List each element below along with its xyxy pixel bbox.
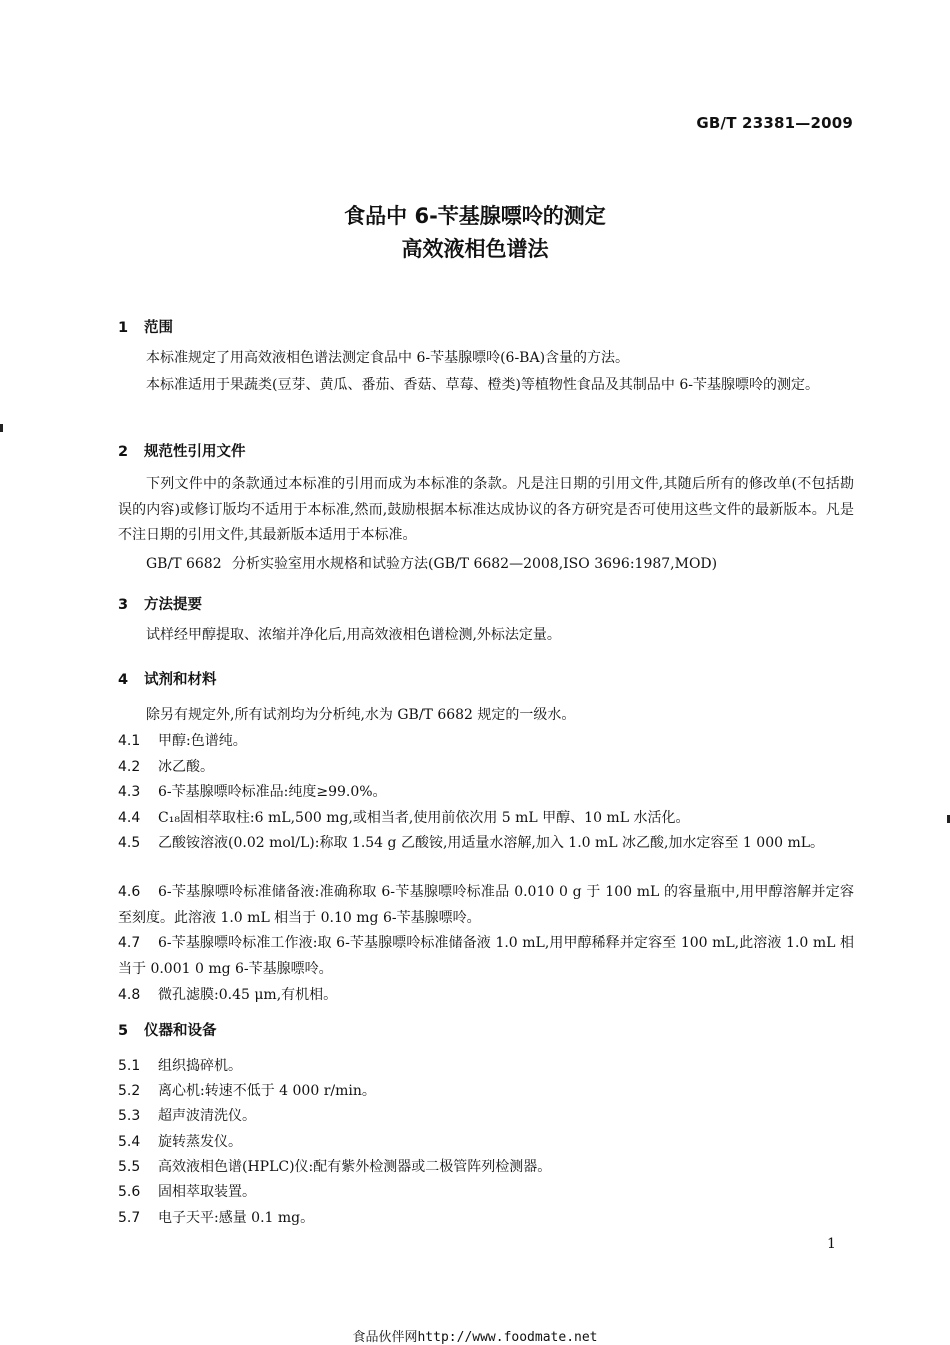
clause-number: 4.5 [118,835,141,851]
clause-4-4 [118,806,854,832]
clause-5-5 [118,1155,854,1181]
clause-number: 4.2 [118,759,141,775]
section-number: 5 [118,1023,129,1039]
paragraph: 本标准规定了用高效液相色谱法测定食品中 6-苄基腺嘌呤(6-BA)含量的方法。 [146,350,630,366]
clause-text: 超声波清洗仪。 [158,1108,256,1124]
clause-number: 5.2 [118,1083,141,1099]
clause-text: 6-苄基腺嘌呤标准工作液:取 6-苄基腺嘌呤标准储备液 1.0 mL,用甲醇稀释并定容至 100 mL,此溶液 1.0 mL 相当于 0.001 0 mg 6-苄基腺嘌呤。 [118,935,854,977]
clause-4-6 [118,880,854,931]
page-number: 1 [827,1236,836,1252]
clause-4-1 [118,729,854,755]
clause-text: 冰乙酸。 [158,759,214,775]
section-number: 1 [118,320,129,336]
section-title: 方法提要 [144,597,202,613]
section-number: 2 [118,444,129,460]
clause-text: 高效液相色谱(HPLC)仪:配有紫外检测器或二极管阵列检测器。 [158,1159,552,1175]
paragraph: 除另有规定外,所有试剂均为分析纯,水为 GB/T 6682 规定的一级水。 [146,707,576,723]
clause-number: 5.5 [118,1159,141,1175]
clause-number: 4.1 [118,733,141,749]
clause-number: 5.7 [118,1210,141,1226]
clause-number: 5.1 [118,1058,141,1074]
scan-margin-mark [0,424,3,432]
paragraph: 本标准适用于果蔬类(豆芽、黄瓜、番茄、香菇、草莓、橙类)等植物性食品及其制品中 6-苄基腺嘌呤的测定。 [146,377,820,393]
section-heading-4 [118,668,217,689]
clause-text: 甲醇:色谱纯。 [158,733,247,749]
clause-4-8 [118,983,854,1009]
clause-number: 4.7 [118,935,141,951]
clause-number: 5.4 [118,1134,141,1150]
clause-text: 固相萃取装置。 [158,1184,256,1200]
clause-text: 微孔滤膜:0.45 μm,有机相。 [158,987,338,1003]
clause-text: 离心机:转速不低于 4 000 r/min。 [158,1083,376,1099]
clause-number: 4.3 [118,784,141,800]
section-heading-3 [118,593,202,614]
clause-number: 5.3 [118,1108,141,1124]
reference-title: 分析实验室用水规格和试验方法(GB/T 6682—2008,ISO 3696:1987,MOD) [232,556,718,572]
clause-5-2 [118,1079,854,1105]
clause-text: 组织捣碎机。 [158,1058,242,1074]
normative-reference [146,553,717,573]
clause-text: 旋转蒸发仪。 [158,1134,242,1150]
clause-5-4 [118,1130,854,1156]
clause-5-1 [118,1054,854,1080]
section-number: 3 [118,597,129,613]
document-subtitle: 高效液相色谱法 [401,237,549,261]
section-heading-1 [118,316,173,337]
section-title: 范围 [144,320,173,336]
clause-text: 电子天平:感量 0.1 mg。 [158,1210,315,1226]
clause-number: 5.6 [118,1184,141,1200]
clause-text: C₁₈固相萃取柱:6 mL,500 mg,或相当者,使用前依次用 5 mL 甲醇、10 mL 水活化。 [158,810,690,826]
section-title: 规范性引用文件 [144,444,246,460]
clause-text: 6-苄基腺嘌呤标准储备液:准确称取 6-苄基腺嘌呤标准品 0.010 0 g 于 100 mL 的容量瓶中,用甲醇溶解并定容至刻度。此溶液 1.0 mL 相当于 0.10 mg 6-苄基腺嘌呤。 [118,884,854,926]
document-title: 食品中 6-苄基腺嘌呤的测定 [344,204,606,228]
section-heading-2 [118,440,246,461]
section-heading-5 [118,1019,217,1040]
footer-watermark: 食品伙伴网http://www.foodmate.net [352,1330,598,1345]
section-title: 仪器和设备 [144,1023,217,1039]
clause-text: 6-苄基腺嘌呤标准品:纯度≥99.0%。 [158,784,387,800]
clause-number: 4.8 [118,987,141,1003]
clause-number: 4.6 [118,884,141,900]
standard-code: GB/T 23381—2009 [696,114,853,132]
section-title: 试剂和材料 [144,672,217,688]
paragraph: 下列文件中的条款通过本标准的引用而成为本标准的条款。凡是注日期的引用文件,其随后所有的修改单(不包括勘误的内容)或修订版均不适用于本标准,然而,鼓励根据本标准达成协议的各方研究是否可使用这些文件的最新版本。凡是不注日期的引用文件,其最新版本适用于本标准。 [118,476,854,543]
clause-text: 乙酸铵溶液(0.02 mol/L):称取 1.54 g 乙酸铵,用适量水溶解,加入 1.0 mL 冰乙酸,加水定容至 1 000 mL。 [158,835,825,851]
clause-5-6 [118,1180,854,1206]
clause-5-3 [118,1104,854,1130]
clause-4-7 [118,931,854,982]
clause-4-3 [118,780,854,806]
clause-4-2 [118,755,854,781]
clause-number: 4.4 [118,810,141,826]
section-number: 4 [118,672,129,688]
reference-code: GB/T 6682 [146,556,222,572]
clause-5-7 [118,1206,854,1232]
paragraph: 试样经甲醇提取、浓缩并净化后,用高效液相色谱检测,外标法定量。 [146,627,561,643]
clause-4-5 [118,831,854,857]
